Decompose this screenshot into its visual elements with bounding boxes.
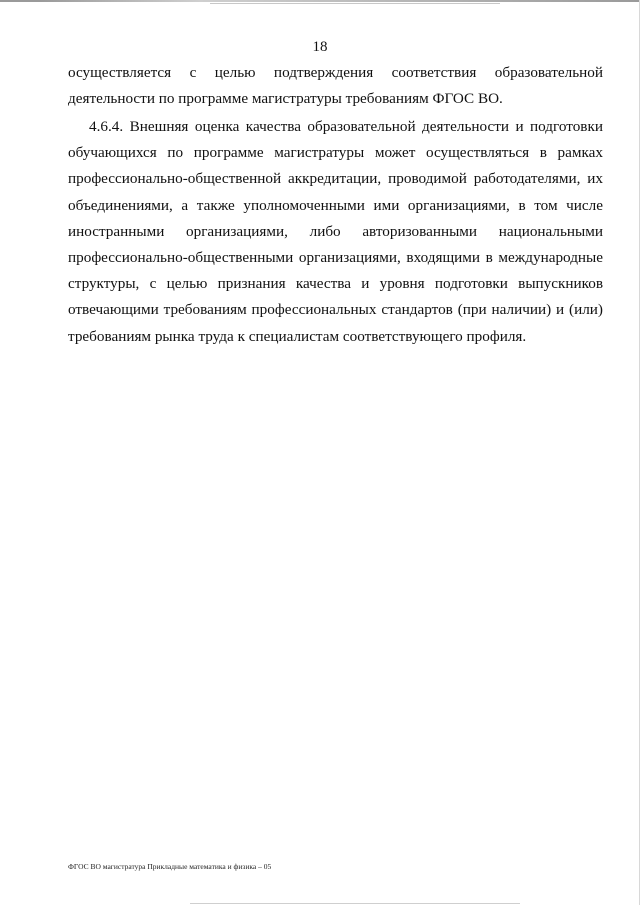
text-line: осуществляется с целью подтверждения соответствия образовательной [68, 64, 603, 81]
scan-top-line [210, 3, 500, 4]
text-line: объединениями, а также уполномоченными ими организациями, в том числе [68, 196, 603, 214]
scan-bottom-line [190, 903, 520, 904]
document-footer: ФГОС ВО магистратура Прикладные математика и физика – 05 [68, 862, 272, 871]
text-line: обучающихся по программе магистратуры может осуществляться в рамках [68, 144, 603, 162]
text-line: профессионально-общественными организациями, входящими в международные [68, 248, 603, 266]
text-line: иностранными организациями, либо авторизованными национальными [68, 222, 603, 240]
paragraph-continuation [68, 60, 603, 112]
text-line: требованиям рынка труда к специалистам соответствующего профиля. [68, 327, 527, 345]
text-line: деятельности по программе магистратуры требованиям ФГОС ВО. [68, 90, 503, 108]
page-number: 18 [312, 39, 328, 55]
text-line: профессионально-общественной аккредитации, проводимой работодателями, их [68, 170, 603, 188]
paragraph-4-6-4 [68, 114, 603, 350]
scan-top-edge [0, 0, 640, 2]
text-line: отвечающими требованиям профессиональных стандартов (при наличии) и (или) [68, 301, 603, 319]
text-line: структуры, с целью признания качества и уровня подготовки выпускников [68, 275, 603, 293]
text-line: 4.6.4. Внешняя оценка качества образовательной деятельности и подготовки [89, 118, 603, 135]
